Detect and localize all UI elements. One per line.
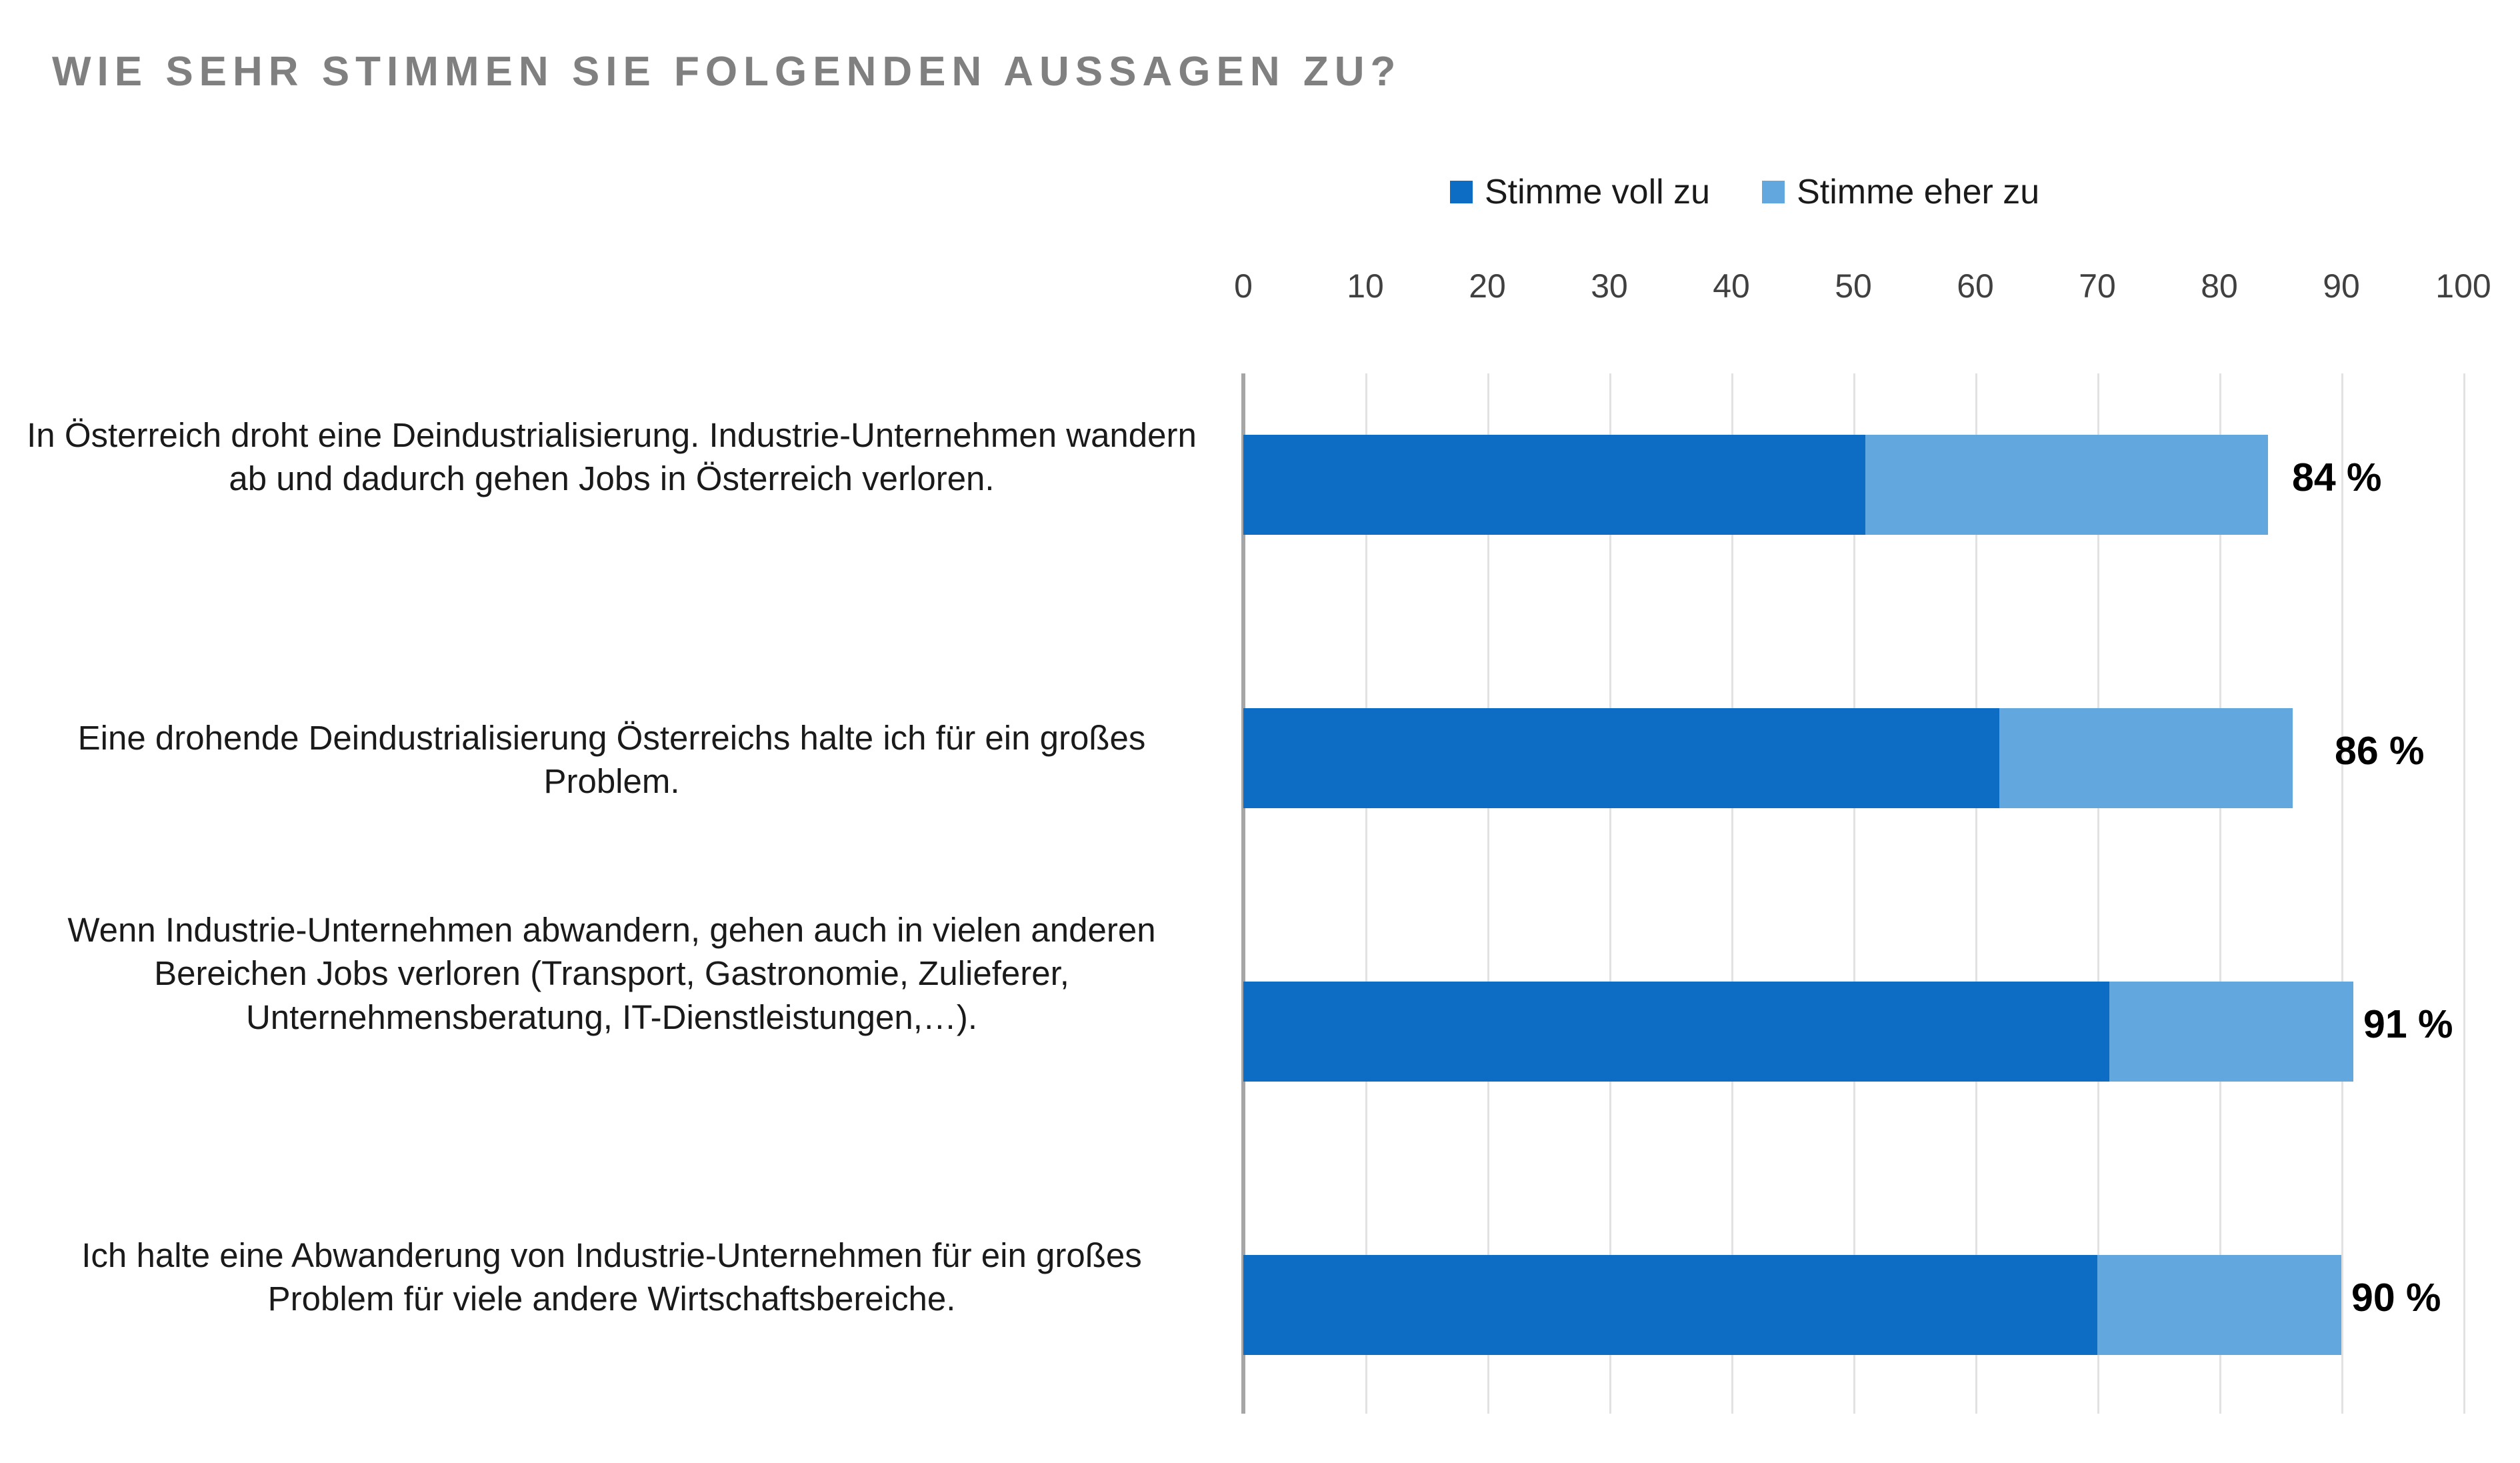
legend-item-stimme-voll-zu: [1450, 172, 1710, 212]
bar-value-label: 86 %: [2335, 729, 2425, 773]
bar-segment-stimme-voll-zu: [1243, 708, 1999, 808]
stacked-bar: [1243, 708, 2293, 808]
bar-value-label: 90 %: [2351, 1276, 2441, 1320]
bar-value-label: 84 %: [2292, 455, 2382, 499]
legend-item-stimme-eher-zu: [1762, 172, 2039, 212]
x-tick-label: 80: [2201, 267, 2238, 305]
x-tick-label: 30: [1591, 267, 1628, 305]
category-label: Ich halte eine Abwanderung von Industrie-Unternehmen für ein großes Problem für viele andere Wirtschaftsbereiche.: [81, 1236, 1142, 1318]
bar-segment-stimme-eher-zu: [2097, 1255, 2341, 1355]
legend-swatch-icon: [1762, 181, 1785, 203]
bar-segment-stimme-eher-zu: [2109, 982, 2353, 1082]
bar-segment-stimme-voll-zu: [1243, 435, 1865, 535]
stacked-bar: [1243, 982, 2353, 1082]
x-tick-label: 100: [2435, 267, 2491, 305]
legend-label: Stimme voll zu: [1485, 173, 1711, 211]
x-tick-label: 70: [2079, 267, 2116, 305]
x-tick-label: 20: [1469, 267, 1506, 305]
bar-segment-stimme-eher-zu: [1999, 708, 2293, 808]
x-tick-label: 0: [1234, 267, 1253, 305]
x-tick-label: 40: [1713, 267, 1750, 305]
bar-segment-stimme-voll-zu: [1243, 982, 2109, 1082]
gridline: [2341, 373, 2343, 1414]
chart-legend: [1450, 172, 2039, 212]
gridline: [2463, 373, 2465, 1414]
bar-value-label: 91 %: [2363, 1002, 2453, 1046]
x-tick-label: 90: [2323, 267, 2360, 305]
x-tick-label: 50: [1835, 267, 1872, 305]
category-label: In Österreich droht eine Deindustrialisierung. Industrie-Unternehmen wandern ab und dadurch gehen Jobs in Österreich verloren.: [27, 416, 1197, 498]
stacked-bar: [1243, 435, 2268, 535]
page-title: WIE SEHR STIMMEN SIE FOLGENDEN AUSSAGEN ZU?: [52, 49, 1402, 95]
x-tick-label: 10: [1347, 267, 1384, 305]
category-label: Eine drohende Deindustrialisierung Österreichs halte ich für ein großes Problem.: [77, 719, 1146, 801]
legend-label: Stimme eher zu: [1797, 173, 2040, 211]
bar-segment-stimme-eher-zu: [1865, 435, 2268, 535]
bar-segment-stimme-voll-zu: [1243, 1255, 2097, 1355]
stacked-bar: [1243, 1255, 2341, 1355]
x-tick-label: 60: [1957, 267, 1994, 305]
category-label: Wenn Industrie-Unternehmen abwandern, gehen auch in vielen anderen Bereichen Jobs verloren (Transport, Gastronomie, Zulieferer, Unternehmensberatung, IT-Dienstleistungen,…).: [67, 911, 1156, 1036]
legend-swatch-icon: [1450, 181, 1473, 203]
